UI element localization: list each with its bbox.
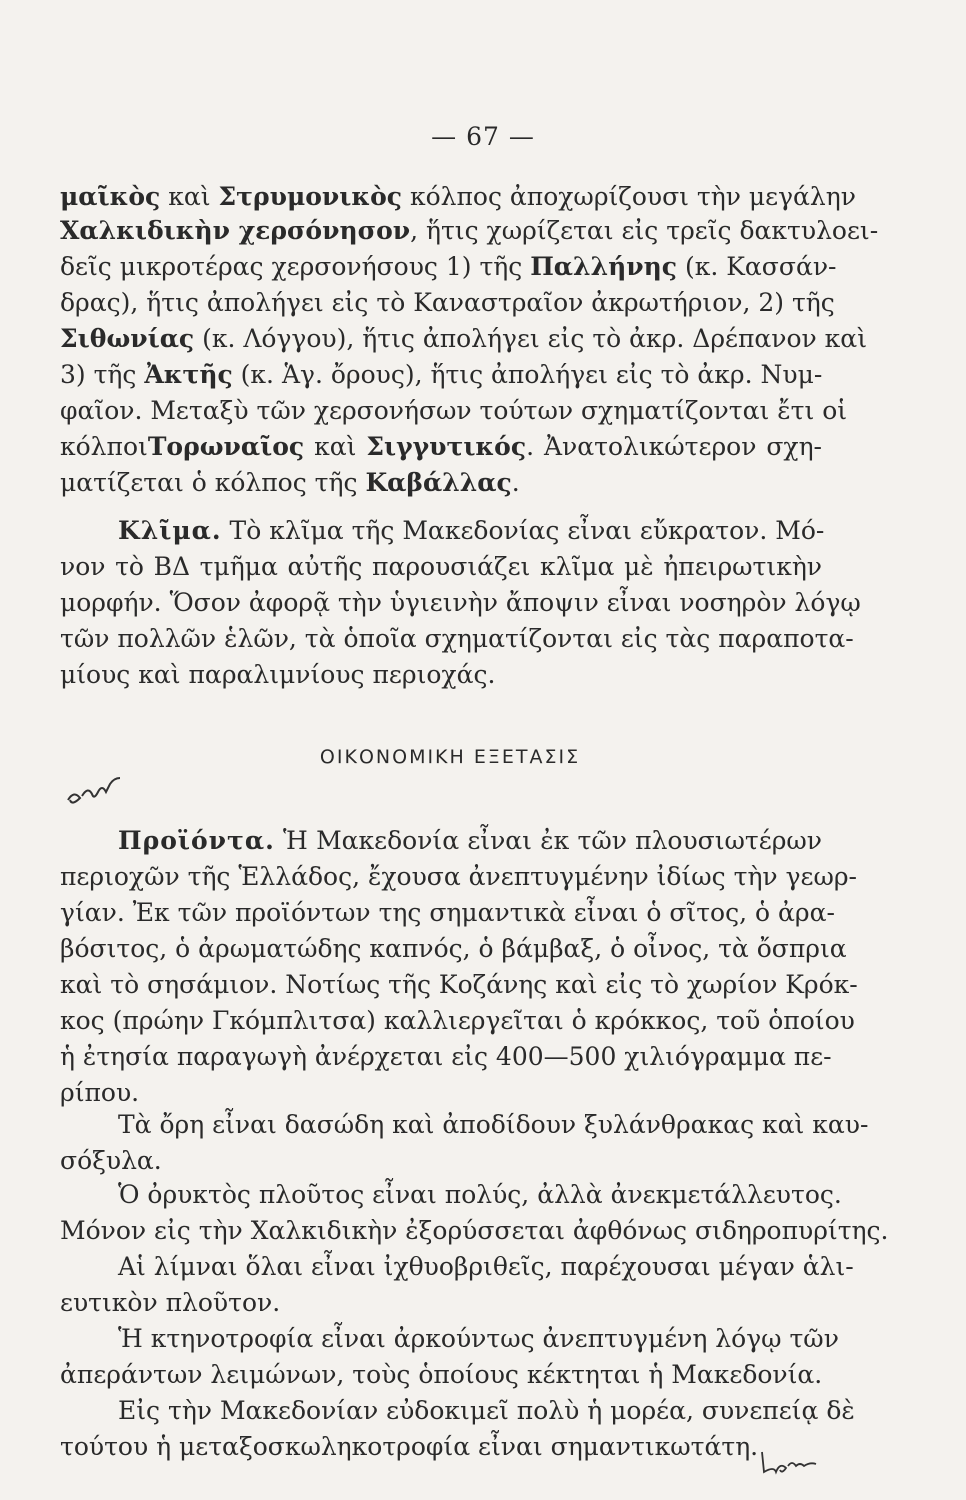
- text-line: 3) τῆς Ἀκτῆς (κ. Ἁγ. ὄρους), ἥτις ἀπολήγει εἰς τὸ ἀκρ. Νυμ-: [60, 360, 823, 389]
- text-line: γίαν. Ἐκ τῶν προϊόντων της σημαντικὰ εἶναι ὁ σῖτος, ὁ ἀρα-: [60, 898, 835, 927]
- text-line: δεῖς μικροτέρας χερσονήσους 1) τῆς Παλλήνης (κ. Κασσάν-: [60, 252, 837, 281]
- section-heading: ΟΙΚΟΝΟΜΙΚΗ ΕΞΕΤΑΣΙΣ: [319, 746, 581, 768]
- text-line: Αἱ λίμναι ὅλαι εἶναι ἰχθυοβριθεῖς, παρέχουσαι μέγαν ἁλι-: [118, 1252, 854, 1281]
- handwritten-mark: [758, 1448, 822, 1478]
- text-line: καὶ τὸ σησάμιον. Νοτίως τῆς Κοζάνης καὶ εἰς τὸ χωρίον Κρόκ-: [60, 970, 858, 999]
- text-line: δρας), ἥτις ἀπολήγει εἰς τὸ Καναστραῖον ἀκρωτήριον, 2) τῆς: [60, 288, 835, 317]
- text-line: περιοχῶν τῆς Ἑλλάδος, ἔχουσα ἀνεπτυγμένην ἰδίως τὴν γεωρ-: [60, 862, 857, 891]
- text-line: Κλῖμα. Τὸ κλῖμα τῆς Μακεδονίας εἶναι εὔκρατον. Μό-: [118, 516, 825, 545]
- text-line: κόλποιΤορωναῖος καὶ Σιγγυτικός. Ἀνατολικώτερον σχη-: [60, 432, 822, 461]
- text-line: Ὁ ὀρυκτὸς πλοῦτος εἶναι πολύς, ἀλλὰ ἀνεκμετάλλευτος.: [118, 1180, 842, 1209]
- section-label-products: Προϊόντα.: [118, 826, 275, 855]
- section-label-climate: Κλῖμα.: [118, 516, 222, 545]
- page-number: — 67 —: [431, 122, 535, 151]
- text-line: ἀπεράντων λειμώνων, τοὺς ὁποίους κέκτηται ἡ Μακεδονία.: [60, 1360, 823, 1389]
- text-line: Σιθωνίας (κ. Λόγγου), ἥτις ἀπολήγει εἰς τὸ ἀκρ. Δρέπανον καὶ: [60, 324, 867, 353]
- text-line: ευτικὸν πλοῦτον.: [60, 1288, 281, 1317]
- text-line: Ἡ κτηνοτροφία εἶναι ἀρκούντως ἀνεπτυγμένη λόγῳ τῶν: [118, 1324, 839, 1353]
- text-line: κος (πρώην Γκόμπλιτσα) καλλιεργεῖται ὁ κρόκκος, τοῦ ὁποίου: [60, 1006, 855, 1035]
- handwritten-note: [64, 770, 134, 810]
- handwritten-mark-text: Lσr: [778, 1460, 797, 1471]
- text-line: Τὰ ὄρη εἶναι δασώδη καὶ ἀποδίδουν ξυλάνθρακας καὶ καυ-: [118, 1110, 869, 1139]
- handwritten-note-text: σαν: [74, 785, 98, 799]
- text-line: φαῖον. Μεταξὺ τῶν χερσονήσων τούτων σχηματίζονται ἔτι οἱ: [60, 396, 848, 425]
- text-line: Εἰς τὴν Μακεδονίαν εὐδοκιμεῖ πολὺ ἡ μορέα, συνεπείᾳ δὲ: [118, 1396, 855, 1425]
- text-line: Προϊόντα. Ἡ Μακεδονία εἶναι ἐκ τῶν πλουσιωτέρων: [118, 826, 822, 855]
- text-line: μαῖκὸς καὶ Στρυμονικὸς κόλπος ἀποχωρίζουσι τὴν μεγάλην: [60, 182, 856, 211]
- text-line: ρίπου.: [60, 1078, 140, 1107]
- text-line: τούτου ἡ μεταξοσκωληκοτροφία εἶναι σημαντικωτάτη.: [60, 1432, 759, 1461]
- text-line: σόξυλα.: [60, 1146, 162, 1175]
- text-line: ἡ ἐτησία παραγωγὴ ἀνέρχεται εἰς 400—500 χιλιόγραμμα πε-: [60, 1042, 832, 1071]
- text-line: βόσιτος, ὁ ἀρωματώδης καπνός, ὁ βάμβαξ, ὁ οἶνος, τὰ ὄσπρια: [60, 934, 847, 963]
- text-line: τῶν πολλῶν ἑλῶν, τὰ ὁποῖα σχηματίζονται εἰς τὰς παραποτα-: [60, 624, 854, 653]
- text-line: νον τὸ ΒΔ τμῆμα αὐτῆς παρουσιάζει κλῖμα μὲ ἠπειρωτικὴν: [60, 552, 822, 581]
- text-line: μορφήν. Ὅσον ἀφορᾷ τὴν ὑγιεινὴν ἄποψιν εἶναι νοσηρὸν λόγῳ: [60, 588, 861, 617]
- text-line: μίους καὶ παραλιμνίους περιοχάς.: [60, 660, 496, 689]
- text-line: Μόνον εἰς τὴν Χαλκιδικὴν ἐξορύσσεται ἀφθόνως σιδηροπυρίτης.: [60, 1216, 889, 1245]
- text-line: Χαλκιδικὴν χερσόνησον, ἥτις χωρίζεται εἰς τρεῖς δακτυλοει-: [60, 216, 879, 245]
- text-line: ματίζεται ὁ κόλπος τῆς Καβάλλας.: [60, 468, 520, 497]
